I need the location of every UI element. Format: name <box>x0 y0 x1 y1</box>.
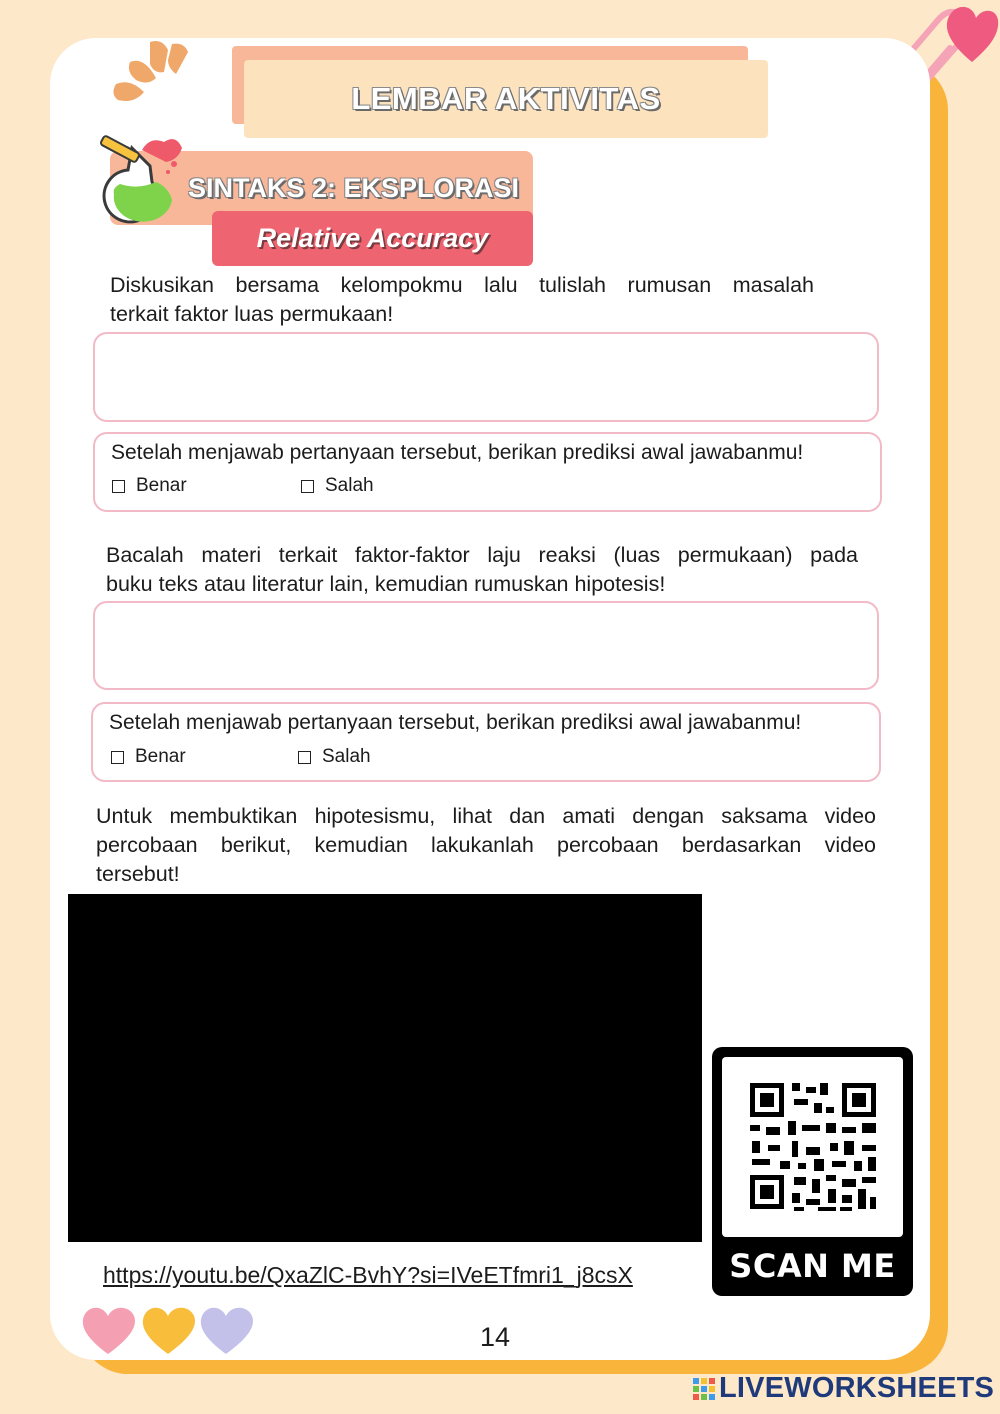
checkbox-icon[interactable] <box>112 480 125 493</box>
video-link[interactable]: https://youtu.be/QxaZlC-BvhY?si=IVeETfmri1_j8csX <box>103 1262 633 1288</box>
brand-text: LIVEWORKSHEETS <box>719 1372 995 1404</box>
prediction-question: Setelah menjawab pertanyaan tersebut, berikan prediksi awal jawabanmu! <box>111 441 804 464</box>
prediction-option-false[interactable] <box>298 746 371 768</box>
prediction-option-true[interactable] <box>112 475 187 497</box>
prediction-option-true[interactable] <box>111 746 186 768</box>
video-player[interactable] <box>68 894 702 1242</box>
qr-code <box>712 1047 913 1296</box>
subtitle-text: Relative Accuracy <box>256 223 489 253</box>
checkbox-icon[interactable] <box>301 480 314 493</box>
instruction-video: Untuk membuktikan hipotesismu, lihat dan amati dengan saksama video percobaan berikut, kemudian lakukanlah percobaan berdasarkan video tersebut! <box>96 804 876 886</box>
qr-label: SCAN ME <box>729 1247 896 1285</box>
problem-formulation-input[interactable] <box>95 334 877 420</box>
prediction-option-false[interactable] <box>301 475 374 497</box>
problem-formulation-answer-box[interactable] <box>93 332 879 422</box>
subtitle-banner <box>212 211 533 266</box>
hypothesis-input[interactable] <box>95 603 877 688</box>
instruction-problem-formulation: Diskusikan bersama kelompokmu lalu tulislah rumusan masalah terkait faktor luas permukaan! <box>110 273 814 326</box>
checkbox-icon[interactable] <box>111 751 124 764</box>
checkbox-icon[interactable] <box>298 751 311 764</box>
flask-icon <box>98 130 190 226</box>
hearts-decoration-icon <box>80 1304 256 1356</box>
liveworksheets-brand <box>693 1372 994 1405</box>
liveworksheets-logo-icon <box>693 1378 715 1400</box>
qr-icon <box>722 1057 903 1237</box>
hypothesis-answer-box[interactable] <box>93 601 879 690</box>
prediction-question: Setelah menjawab pertanyaan tersebut, berikan prediksi awal jawabanmu! <box>109 711 802 734</box>
instruction-hypothesis: Bacalah materi terkait faktor-faktor laju reaksi (luas permukaan) pada buku teks atau literatur lain, kemudian rumuskan hipotesis! <box>106 543 858 596</box>
page-number: 14 <box>480 1322 511 1352</box>
burst-decoration-icon <box>110 38 196 104</box>
prediction-box-2 <box>91 702 881 782</box>
prediction-box-1 <box>93 432 882 512</box>
sintaks-title: SINTAKS 2: EKSPLORASI <box>188 172 520 203</box>
option-label: Salah <box>325 475 374 496</box>
option-label: Benar <box>135 746 186 767</box>
page-title: LEMBAR AKTIVITAS <box>351 81 661 116</box>
title-banner <box>244 60 768 138</box>
option-label: Benar <box>136 475 187 496</box>
qr-code-pattern <box>722 1057 903 1237</box>
option-label: Salah <box>322 746 371 767</box>
